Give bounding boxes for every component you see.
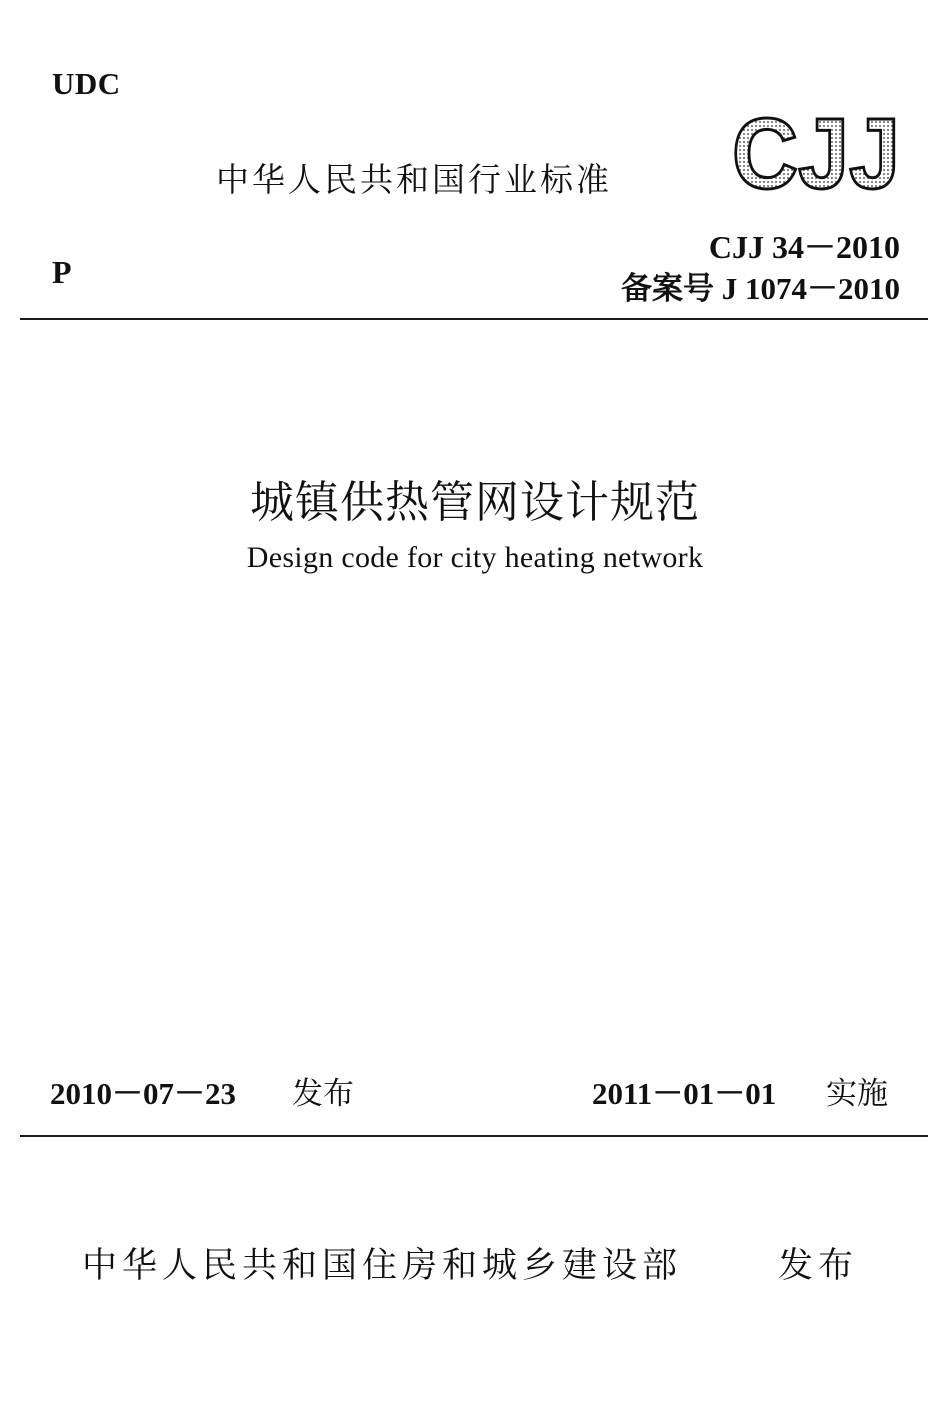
issue-date: 2010－07－23 bbox=[50, 1076, 236, 1111]
cjj-logo-text: CJJ bbox=[732, 108, 900, 196]
document-title-english: Design code for city heating network bbox=[246, 541, 704, 574]
publisher-name: 中华人民共和国住房和城乡建设部 bbox=[82, 1246, 683, 1286]
cjj-logo bbox=[730, 108, 902, 196]
document-title-chinese: 城镇供热管网设计规范 bbox=[250, 477, 700, 528]
industry-standard-title: 中华人民共和国行业标准 bbox=[216, 160, 612, 199]
implementation-date: 2011－01－01 bbox=[592, 1076, 777, 1111]
publish-label: 发布 bbox=[778, 1246, 859, 1286]
udc-label: UDC bbox=[52, 66, 121, 101]
implementation-label: 实施 bbox=[826, 1076, 888, 1112]
standard-code: CJJ 34－2010 bbox=[708, 229, 900, 265]
issue-label: 发布 bbox=[292, 1076, 354, 1112]
record-number: 备案号 J 1074－2010 bbox=[621, 271, 900, 306]
bottom-divider bbox=[20, 1135, 928, 1137]
top-divider bbox=[20, 318, 928, 320]
classification-code: P bbox=[52, 254, 72, 290]
